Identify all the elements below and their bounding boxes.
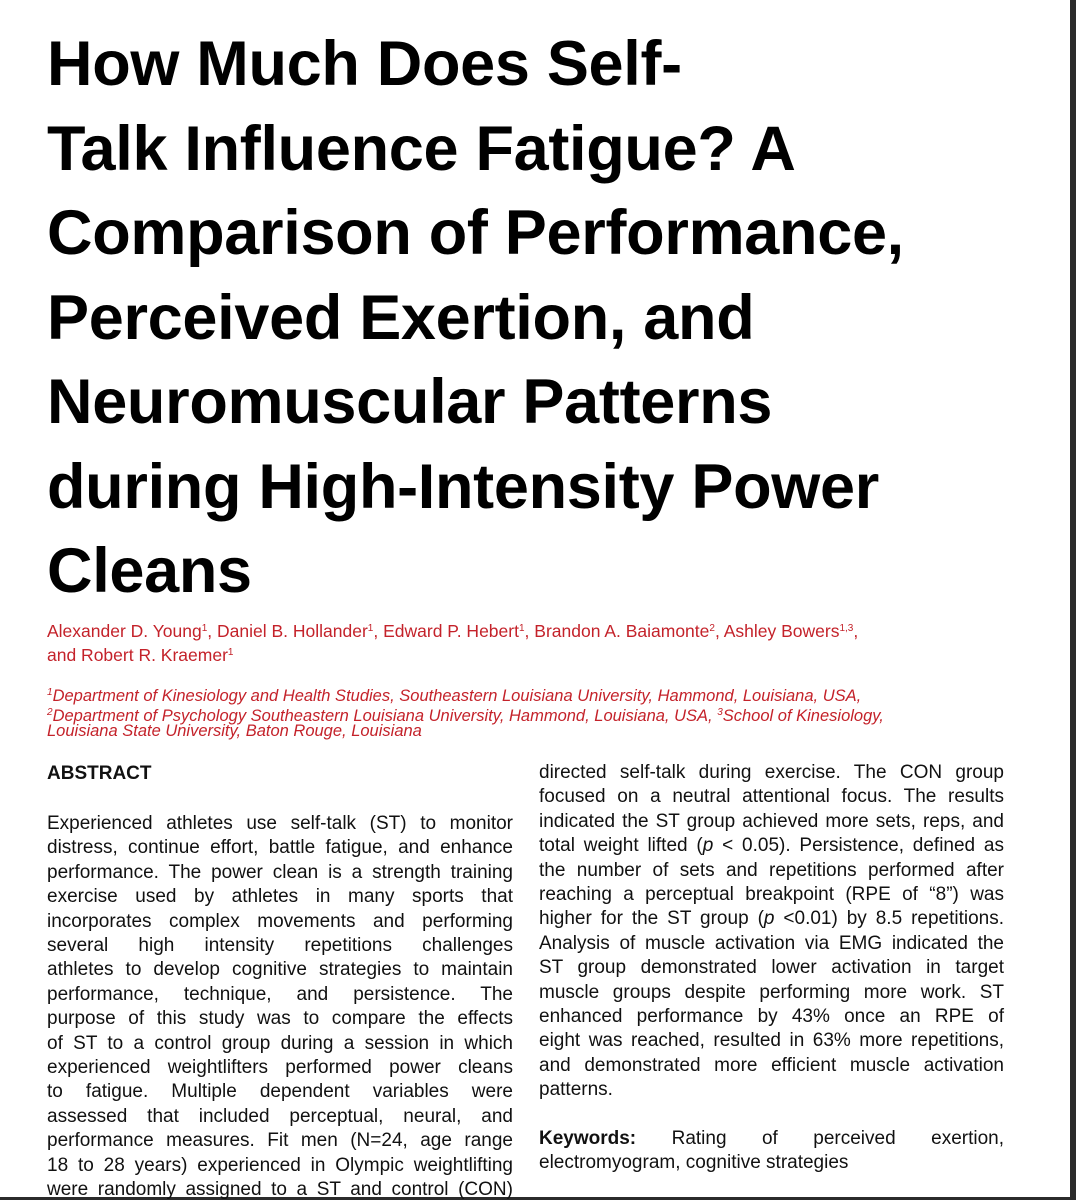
abstract-line [539, 1029, 1004, 1053]
abstract-line: distress, continue effort, battle fatigue, and enhance [47, 837, 513, 859]
author-sup: 2 [709, 623, 715, 634]
abstract-line: several high intensity repetitions challenges [47, 935, 513, 957]
abstract-text: directed self-talk during exercise. The CON group [539, 762, 1004, 783]
author-separator: , [373, 621, 384, 641]
paper-title [47, 22, 1047, 614]
abstract-line: purpose of this study was to compare the effects [47, 1008, 513, 1030]
abstract-line [539, 859, 1004, 883]
abstract-line [539, 785, 1004, 809]
abstract-line: to fatigue. Multiple dependent variables were [47, 1081, 513, 1103]
abstract-text: total weight lifted ( [539, 835, 703, 857]
abstract-line: of ST to a control group during a session in which [47, 1032, 513, 1054]
abstract-line [539, 981, 1004, 1005]
affiliation-text: Louisiana State University, Baton Rouge, Louisiana [47, 722, 422, 740]
abstract-text: <0.01) by 8.5 repetitions. [774, 908, 1005, 930]
author-separator: , [714, 621, 724, 641]
abstract-text: focused on a neutral attentional focus. The results [539, 786, 1004, 808]
affiliations [47, 686, 1017, 739]
abstract-line: assessed that included perceptual, neural, and [47, 1105, 513, 1127]
abstract-line: incorporates complex movements and performing [47, 910, 513, 932]
title-line: Talk Influence Fatigue? A [47, 113, 796, 184]
title-line: Neuromuscular Patterns [47, 367, 773, 437]
window-edge [1070, 0, 1076, 1200]
affiliation-text: Department of Psychology Southeastern Louisiana University, Hammond, Louisiana, USA, [52, 707, 718, 725]
abstract-text: higher for the ST group ( [539, 908, 764, 930]
author-name: Edward P. Hebert [383, 621, 519, 641]
author-sup: 1 [227, 647, 234, 658]
keywords-label: Keywords: [539, 1127, 637, 1149]
abstract-text: patterns. [539, 1079, 613, 1101]
italic-p: p [702, 835, 714, 857]
abstract-line [539, 932, 1004, 956]
keywords-text: Rating of perceived exertion, [636, 1127, 1004, 1149]
abstract-text: eight was reached, resulted in 63% more repetitions, [539, 1030, 1004, 1052]
title-line: How Much Does Self- [47, 29, 682, 99]
abstract-line [539, 1078, 1004, 1102]
abstract-line [539, 1054, 1004, 1078]
abstract-text: muscle groups despite performing more work. ST [539, 981, 1004, 1003]
abstract-text: enhanced performance by 43% once an RPE of [539, 1006, 1004, 1028]
author-name: Brandon A. Baiamonte [534, 621, 710, 641]
abstract-left-column [47, 812, 513, 1203]
author-separator: , [524, 621, 535, 641]
title-line: Perceived Exertion, and [47, 282, 755, 353]
abstract-line: were randomly assigned to a ST and control (CON) [47, 1179, 513, 1201]
affiliation-1 [47, 686, 1017, 706]
keywords-line: electromyogram, cognitive strategies [539, 1152, 849, 1174]
affiliation-sup: 1 [47, 687, 53, 698]
title-line: Comparison of Performance, [47, 198, 904, 268]
author-name: Ashley Bowers [723, 621, 840, 641]
abstract-text: < 0.05). Persistence, defined as [713, 835, 1004, 857]
abstract-line: performance. The power clean is a strength training [47, 861, 513, 883]
keywords [539, 1127, 1004, 1176]
abstract-line [539, 761, 1004, 785]
author-separator: , [853, 621, 859, 641]
abstract-line: performance measures. Fit men (N=24, age range [47, 1130, 513, 1152]
author-sup: 1 [201, 623, 208, 634]
abstract-line [539, 956, 1004, 980]
title-line: during High-Intensity Power [47, 451, 879, 522]
abstract-line [539, 834, 1004, 858]
abstract-text: reaching a perceptual breakpoint (RPE of “8”) was [539, 884, 1004, 906]
author-sup: 1,3 [839, 623, 854, 634]
abstract-line [539, 907, 1004, 931]
abstract-text: Analysis of muscle activation via EMG indicated the [539, 932, 1004, 954]
abstract-line [539, 810, 1004, 834]
author-name: and Robert R. Kraemer [47, 645, 228, 665]
abstract-text: the number of sets and repetitions performed after [539, 859, 1004, 881]
affiliation-text: School of Kinesiology, [722, 707, 884, 725]
affiliation-sup: 2 [47, 707, 53, 718]
abstract-line [539, 883, 1004, 907]
affiliation-3 [47, 724, 1017, 739]
author-separator: , [207, 621, 218, 641]
abstract-text: indicated the ST group achieved more sets, reps, and [539, 810, 1004, 832]
abstract-line: performance, technique, and persistence. The [47, 983, 513, 1005]
keywords-line [539, 1127, 1004, 1151]
abstract-line: Experienced athletes use self-talk (ST) to monitor [47, 813, 513, 834]
title-line: Cleans [47, 536, 252, 606]
abstract-right-column [539, 761, 1004, 1176]
abstract-line [539, 1005, 1004, 1029]
abstract-line: 18 to 28 years) experienced in Olympic weightlifting [47, 1154, 513, 1176]
affiliation-text: Department of Kinesiology and Health Studies, Southeastern Louisiana University, Hammond, Louisiana, USA, [52, 687, 862, 705]
author-name: Daniel B. Hollander [217, 621, 368, 641]
author-sup: 1 [367, 623, 374, 634]
affiliation-sup: 3 [717, 707, 723, 718]
abstract-line: athletes to develop cognitive strategies to maintain [47, 959, 513, 981]
author-list [47, 619, 1017, 667]
abstract-line: exercise used by athletes in many sports that [47, 886, 513, 908]
author-sup: 1 [518, 623, 525, 634]
abstract-line: experienced weightlifters performed power cleans [47, 1057, 513, 1079]
abstract-text: and demonstrated more efficient muscle activation [539, 1054, 1004, 1076]
abstract-text: ST group demonstrated lower activation in target [539, 957, 1004, 979]
abstract-heading: ABSTRACT [47, 763, 152, 784]
italic-p: p [763, 908, 775, 930]
author-name: Alexander D. Young [47, 621, 202, 641]
